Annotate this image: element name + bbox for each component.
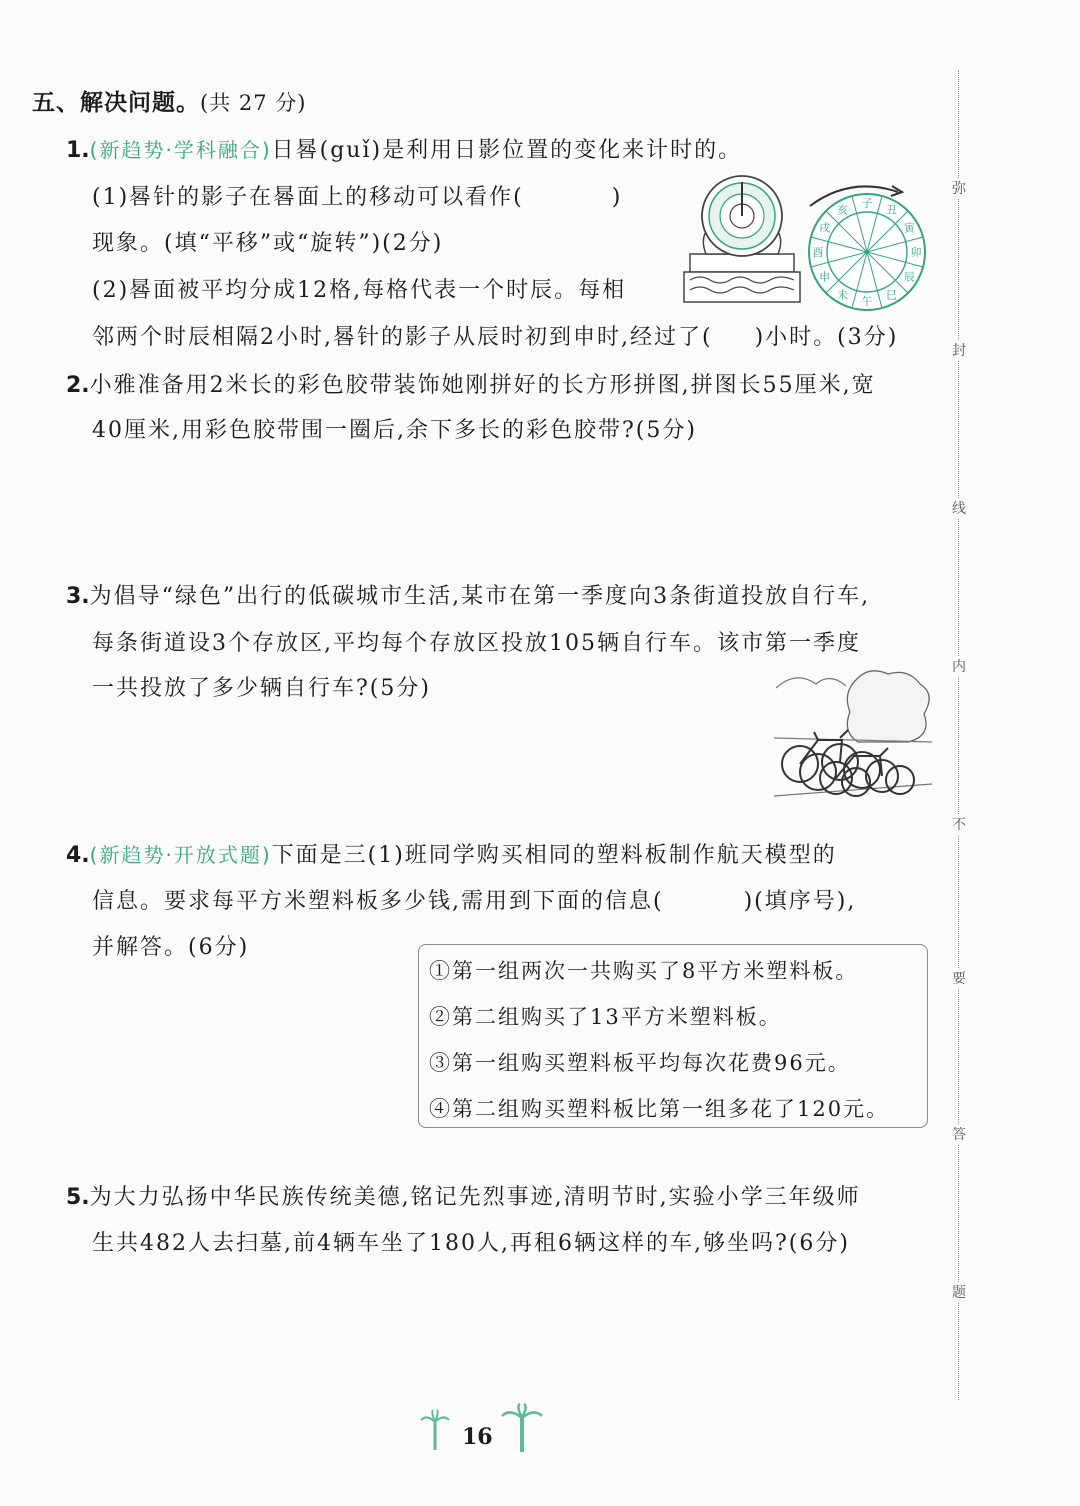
q3-line1: [66, 579, 870, 610]
sundial-illustration: [682, 172, 938, 312]
q3-line2: [92, 626, 861, 657]
dial-label: 丑: [886, 203, 897, 217]
q4-line2: [92, 884, 856, 915]
dial-label: 未: [837, 288, 848, 302]
q1-part2-line1: [92, 273, 626, 304]
dial-label: 巳: [886, 288, 897, 302]
info-item-3: ③第一组购买塑料板平均每次花费96元。: [429, 1051, 851, 1075]
q2-number: 2.: [66, 373, 90, 398]
q3-number: 3.: [66, 584, 90, 609]
bicycles-illustration: [770, 668, 936, 800]
q1-text: 日晷(guǐ)是利用日影位置的变化来计时的。: [271, 138, 743, 163]
dial-label: 寅: [903, 221, 915, 235]
dial-label: 辰: [903, 270, 915, 284]
q2-line2: [92, 413, 697, 444]
q5-number: 5.: [66, 1185, 90, 1210]
dial-label: 戌: [819, 221, 831, 235]
q4-text-2: 信息。要求每平方米塑料板多少钱,需用到下面的信息(: [92, 889, 664, 914]
q5-text-2: 生共482人去扫墓,前4辆车坐了180人,再租6辆这样的车,够坐吗?(6分): [92, 1231, 850, 1256]
q4-text: 下面是三(1)班同学购买相同的塑料板制作航天模型的: [271, 843, 837, 868]
q1-part2-text-2: 邻两个时辰相隔2小时,晷针的影子从辰时初到申时,经过了(: [92, 325, 713, 350]
q1-number: 1.: [66, 138, 90, 163]
q4-text-3: 并解答。(6分): [92, 935, 250, 960]
margin-char: 内: [948, 656, 970, 676]
q1-part1-instructions: 现象。(填“平移”或“旋转”)(2分): [92, 231, 444, 256]
q2-text: 小雅准备用2米长的彩色胶带装饰她刚拼好的长方形拼图,拼图长55厘米,宽: [89, 373, 876, 398]
q5-text: 为大力弘扬中华民族传统美德,铭记先烈事迹,清明节时,实验小学三年级师: [89, 1185, 861, 1210]
q3-text-3: 一共投放了多少辆自行车?(5分): [92, 676, 431, 701]
q2-text-2: 40厘米,用彩色胶带围一圈后,余下多长的彩色胶带?(5分): [92, 418, 697, 443]
margin-char: 线: [948, 498, 970, 518]
q1-part1-close: ): [611, 185, 623, 210]
q1-part2-line2: [92, 320, 898, 351]
palm-icon: [500, 1402, 544, 1454]
info-item-4: ④第二组购买塑料板比第一组多花了120元。: [429, 1097, 890, 1121]
q4-tag: (新趋势·开放式题): [89, 843, 272, 867]
seal-line: [958, 70, 959, 1400]
q4-number: 4.: [66, 843, 90, 868]
info-item-2: ②第二组购买了13平方米塑料板。: [429, 1005, 782, 1029]
dial-label: 亥: [837, 203, 848, 217]
dial-label: 子: [861, 197, 873, 210]
section-points: (共 27 分): [200, 91, 307, 115]
margin-char: 答: [948, 1124, 970, 1144]
q1-part1-line2: [92, 226, 443, 257]
palm-icon: [420, 1408, 450, 1452]
q4-info-box: [418, 944, 928, 1128]
dial-label: 午: [861, 295, 873, 308]
info-item-1: ①第一组两次一共购买了8平方米塑料板。: [429, 959, 859, 983]
q1-part1-line1: [92, 180, 622, 211]
q1-part2-text: (2)晷面被平均分成12格,每格代表一个时辰。每相: [92, 278, 627, 303]
section-title-text: 五、解决问题。: [32, 90, 200, 116]
q2-line1: [66, 368, 876, 399]
q1-part1-text: (1)晷针的影子在晷面上的移动可以看作(: [92, 185, 524, 210]
q5-line2: [92, 1226, 850, 1257]
time-dial: [809, 194, 925, 310]
q1-stem: [66, 133, 742, 164]
section-title: [32, 84, 306, 117]
q4-line1: [66, 838, 837, 869]
margin-char: 不: [948, 814, 970, 834]
margin-char: 题: [948, 1282, 970, 1302]
margin-char: 弥: [948, 178, 970, 198]
dial-label: 卯: [910, 246, 922, 259]
q3-text-2: 每条街道设3个存放区,平均每个存放区投放105辆自行车。该市第一季度: [92, 631, 861, 656]
q1-part2-close: )小时。(3分): [754, 325, 899, 350]
q3-line3: [92, 671, 431, 702]
q4-text-2-close: )(填序号),: [743, 889, 857, 914]
page-number: 16: [462, 1424, 493, 1450]
q3-text: 为倡导“绿色”出行的低碳城市生活,某市在第一季度向3条街道投放自行车,: [89, 584, 871, 609]
q5-line1: [66, 1180, 861, 1211]
margin-char: 封: [948, 340, 970, 360]
margin-char: 要: [948, 968, 970, 988]
dial-label: 申: [819, 270, 831, 284]
q4-line3: [92, 930, 249, 961]
q1-tag: (新趋势·学科融合): [89, 138, 272, 162]
dial-label: 酉: [812, 246, 824, 259]
